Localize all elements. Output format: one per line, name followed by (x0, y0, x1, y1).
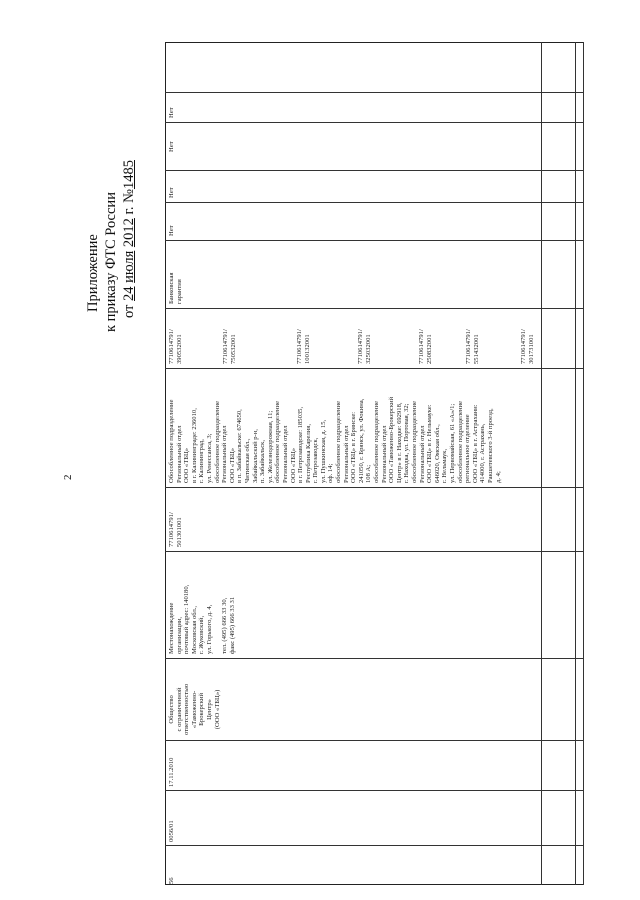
branches-cell: Обособленное подразделение Региональный отдел ООО «ТБЦ» в г. Калининграде: 236010, г. Калининград, ул. Ренессанса, 3; обособленное подразделение Региональный отдел ООО «ТБЦ» в п. Забайкальске: 674650, Читинская обл., Забайкальский р-н, п. Забайкальск, ул. Железнодорожная, 11; обособленное подразделение Региональный отдел ООО «ТБЦ» в г. Петрозаводске: 185035, Республика Карелия, г. Петрозаводск, ул. Пушкинская, д. 15, оф. 14; обособленное подразделение Региональный отдел ООО «ТБЦ» в г. Брянске: 241050, г. Брянск, ул. Фокина, 108 А; обособленное подразделение Региональный отдел ООО «Таможенно-Брокерский Центр» в г. Находке: 692918, г. Находка, ул. Портовая, 32; обособленное подразделение Региональный отдел ООО «ТБЦ» в г. Нельмауке: 646020, Омская обл., г. Нельмаук, ул. Первомайская, 61 «А»/1; обособленное подразделение региональное отделение ООО «ТБЦ» в г. Астрахани: 414000, г. Астрахань, Ракшетевского 3-й проезд, д. 4; (168, 396, 502, 483)
page-number: 2 (62, 474, 74, 480)
address-cell: Местонахождение организации, почтовый адрес: 140180, Московская обл., г. Жуковский, ул. Горького, д. 4, тел. (495) 666 33 30, факс (495) 666 33 31 (168, 584, 236, 654)
branch-code: 7710614791/ 100132001 (296, 329, 311, 364)
table-line (165, 122, 584, 123)
net-cell-4: Нет (168, 107, 175, 118)
appendix-title: Приложение (85, 234, 101, 312)
order-date-number (122, 160, 136, 318)
date-prefix: от (121, 300, 137, 318)
table-line (165, 368, 584, 369)
order-number: 1485 (121, 160, 137, 190)
order-month: июля (121, 250, 137, 283)
row-number-cell: 56 (168, 877, 175, 884)
year-suffix: г. (121, 206, 137, 219)
table-line (165, 790, 584, 791)
order-day: 24 (121, 286, 137, 301)
branch-code: 7710614791/ 750532001 (222, 329, 237, 364)
table-line (165, 308, 584, 309)
date-cell: 17.11.2010 (168, 757, 175, 787)
reg-number-cell: 0056/01 (168, 820, 175, 842)
table-line (583, 42, 584, 885)
inn-kpp-cell: 7710614791/ 501301001 (168, 512, 183, 547)
number-sign: № (121, 189, 137, 203)
guarantee-cell: Банковская гарантия (168, 272, 183, 304)
table-line (165, 170, 584, 171)
branch-code: 7710614791/ 551432001 (465, 329, 480, 364)
branch-code: 7710614791/ 325032001 (357, 329, 372, 364)
table-line (165, 487, 584, 488)
org-name-cell: Общество с ограниченной ответственностью «Таможенно- Брокерский Центр» (ООО «ТБЦ») (168, 683, 221, 735)
branch-code: 7710614791/ 250832001 (418, 329, 433, 364)
table-line (165, 202, 584, 203)
table-line (165, 658, 584, 659)
table-line (165, 740, 584, 741)
order-reference: к приказу ФТС России (103, 192, 119, 332)
net-cell-1: Нет (168, 225, 175, 236)
net-cell-3: Нет (168, 141, 175, 152)
table-line (165, 845, 584, 846)
table-line (165, 240, 584, 241)
order-year: 2012 (121, 218, 137, 248)
table-line (165, 92, 584, 93)
net-cell-2: Нет (168, 187, 175, 198)
table-line (575, 42, 576, 885)
branch-code: 7710614791/ 390532001 (168, 329, 183, 364)
branch-code: 7710614791/ 301731001 (520, 329, 535, 364)
table-line (541, 42, 542, 885)
table-line (165, 551, 584, 552)
